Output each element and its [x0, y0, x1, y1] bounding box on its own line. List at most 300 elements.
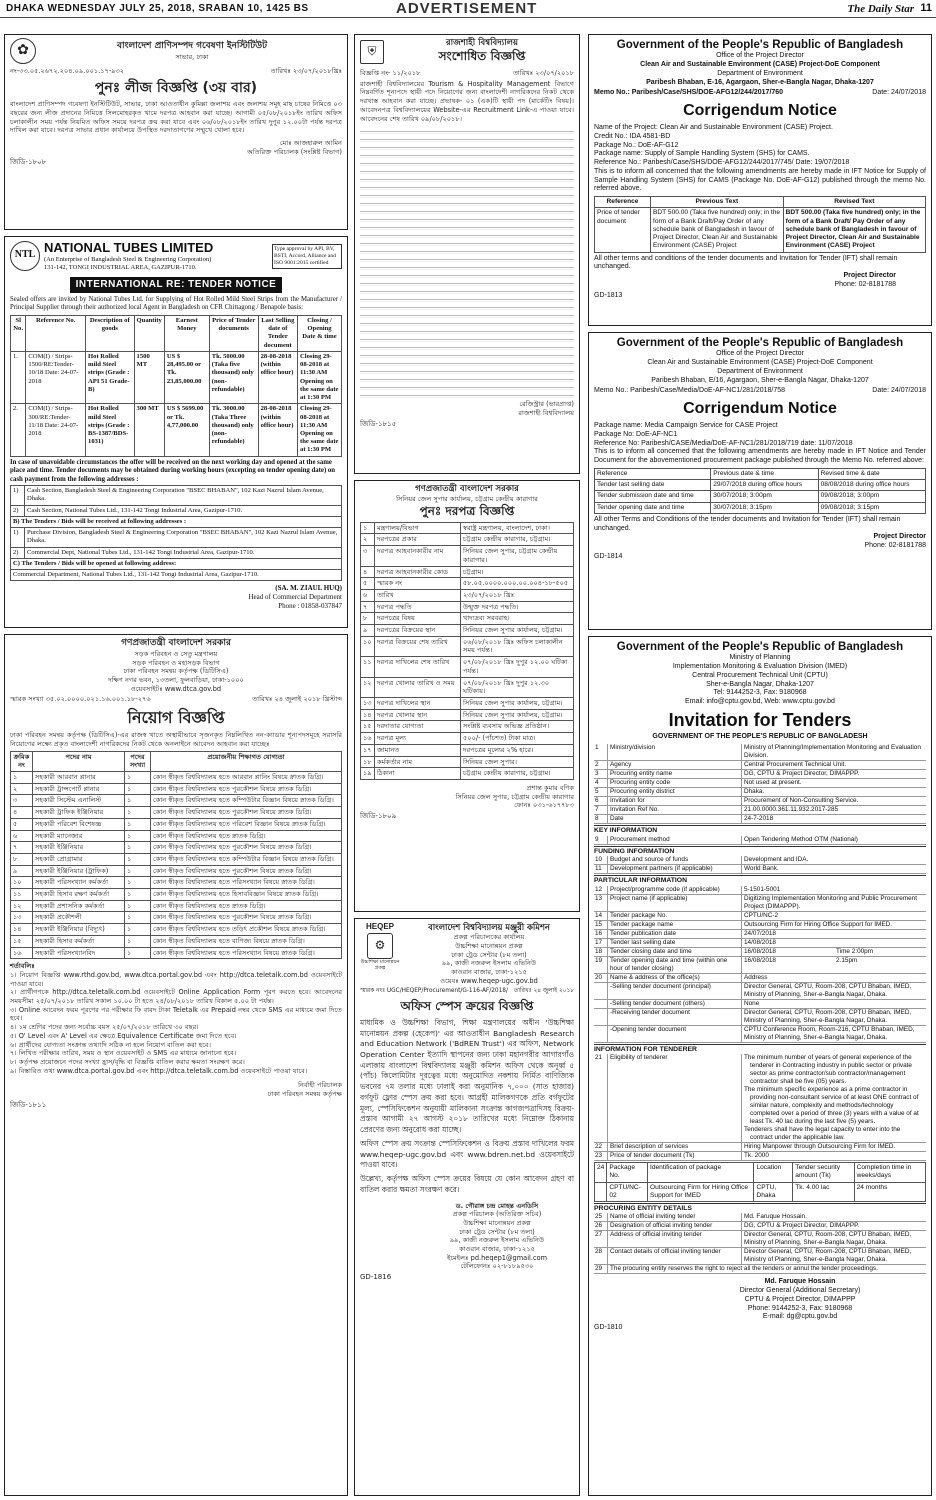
row-key: Procuring entity code: [608, 779, 742, 787]
row-value: None: [744, 999, 760, 1007]
cell: ১৩: [11, 912, 33, 924]
tender-row: [594, 886, 926, 895]
cptu-email-footer: E-mail: dg@cptu.gov.bd: [762, 1313, 838, 1321]
row-value: Director General, CPTU, Room-208, CPTU Bhaban, IMED, Ministry of Planning, Sher-e-Bangla Nagar, Dhaka.: [744, 1008, 912, 1024]
cell: কোন স্বীকৃত বিশ্ববিদ্যালয় হতে কম্পিউটার বিজ্ঞান বিষয়ে স্নাতক ডিগ্রি।: [151, 853, 342, 865]
row-value: 21.00.0000.361.11.932.2017-285: [744, 806, 839, 814]
col-header: Description of goods: [86, 315, 135, 351]
c2-phone: Phone: 02-8181788: [864, 542, 926, 550]
cell: BDT 500.00 (Taka five hundred) only; in the form of a Bank Draft/ Pay Order of any schedule bank of Bangladesh in favour of Project Director, Clean Air and Sustainable Environment (CASE) Project: [783, 208, 925, 252]
cptu-signer-title2: CPTU & Project Director, DIMAPPP: [744, 1295, 856, 1303]
cell: সহকারী পরিবেশ বিশেষজ্ঞ: [33, 818, 125, 830]
list-item: ৮। কর্তৃপক্ষ প্রয়োজনে পদের সংখ্যা হ্রাস/বৃদ্ধি বা বিজ্ঞপ্তি বাতিল করার ক্ষমতা সংরক্ষণ করে।: [10, 1058, 245, 1066]
cell: সহকারী প্রশাসনিক কর্মকর্তা: [33, 900, 125, 912]
ugc-signer-title: প্রকল্প পরিচালক (অতিরিক্ত সচিব): [452, 1210, 542, 1219]
c1-gov: Government of the People's Republic of Bangladesh: [616, 39, 904, 51]
cell: ১: [11, 772, 33, 784]
job-web: ওয়েবসাইটঃ www.dtca.gov.bd: [130, 684, 222, 693]
tender-row: [594, 921, 926, 930]
table-row: [11, 912, 342, 924]
office-row: [594, 983, 926, 1000]
ugc-gd-code: GD-1816: [360, 1273, 392, 1282]
row-key: Project/programme code (if applicable): [608, 886, 742, 894]
ru-org: রাজশাহী বিশ্ববিদ্যালয়: [445, 38, 518, 48]
row-number: 9: [594, 836, 608, 844]
cell: ১: [125, 877, 151, 889]
cell: [595, 1182, 607, 1201]
cptu-gov: Government of the People's Republic of Bangladesh: [616, 641, 904, 653]
row-number: 23: [594, 1152, 608, 1160]
cell: Price of tender document: [595, 208, 651, 252]
cell: ১: [125, 842, 151, 854]
table-row: [361, 733, 574, 745]
cell: দরপত্র দাখিলের শেষ তারিখ: [375, 657, 461, 677]
lease-signer: মোঃ আজহারুল আমিন: [279, 138, 342, 147]
col-header: Last Selling date of Tender document: [258, 315, 297, 351]
row-key: -Selling tender document (principal): [608, 983, 742, 999]
ntl-address: 131-142, TONGI INDUSTRIAL AREA, GAZIPUR-1710.: [44, 264, 197, 272]
row-number: 26: [594, 1222, 608, 1230]
tender-row: [594, 770, 926, 779]
tender-row: [594, 806, 926, 815]
cptu-email: Email: info@cptu.gov.bd, Web: www.cptu.gov.bd: [685, 698, 835, 706]
ad-lease-notice: [4, 34, 348, 230]
row-number: 25: [594, 1213, 608, 1221]
row-value: 14/08/2018: [744, 938, 776, 946]
row-value: [742, 1054, 926, 1142]
section-heading: KEY INFORMATION: [594, 825, 926, 835]
c1-memo: Memo No.: Paribesh/Case/SHS/DOE-AFG12/244/2017/760: [594, 89, 784, 97]
row-number: 4: [594, 779, 608, 787]
tender-row: [594, 744, 926, 761]
cell: সিনিয়র জেল সুপার কার্যালয়, চট্টগ্রাম।: [461, 709, 574, 721]
ntl-banner: INTERNATIONAL RE: TENDER NOTICE: [70, 277, 282, 294]
cell: C) The Tenders / Bids will be opened at following address:: [11, 558, 342, 569]
cell: 2): [11, 505, 25, 516]
col-header: Sl No.: [11, 315, 26, 351]
ugc-signer: ড. গৌরাঙ্গ চন্দ্র মোহন্ত এনডিসি: [455, 1201, 539, 1210]
cell: কোন স্বীকৃত বিশ্ববিদ্যালয় হতে পুরকৌশল বিষয়ে স্নাতক ডিগ্রি।: [151, 842, 342, 854]
ad-dtca-job: [4, 634, 348, 1496]
row-number: [594, 1026, 608, 1042]
c1-intro: This is to inform all concerned that the following amendments are hereby made in IFT Notice for Supply of Sample Handling System (SHS) for CAMS (Package No. DoE-AF-G12) published through the memo No. referred above.: [594, 167, 926, 193]
ru-ref: বিজ্ঞপ্তি নং- ১১/২০১৮: [360, 69, 421, 78]
table-row: [11, 783, 342, 795]
col-header: Previous date & time: [711, 468, 818, 479]
cell: ১: [361, 522, 375, 534]
tender-row: [594, 1231, 926, 1248]
ntl-intro: Sealed offers are invited by National Tubes Ltd. for Supplying of Hot Rolled Mild Steel Strips from the Manufacturer / Principal Supplier through their authorized local Agent in Bangladesh on CFR Chittagong / Benapole basis:: [10, 296, 342, 312]
table-header-row: [595, 197, 926, 208]
job-table: [10, 751, 342, 960]
row-key: Tender package No.: [608, 912, 742, 920]
table-row: [361, 657, 574, 677]
c2-line: Reference No: Paribesh/CASE/Media/DoE-AF-NC1/281/2018/719 date: 11/07/2018: [594, 439, 853, 447]
row-value: Digitizing Implementation Monitoring and Public Procurement Project (DIMAPPP).: [744, 894, 917, 910]
masthead-paper: The Daily Star: [847, 3, 914, 15]
cptu-address: Sher-e-Bangla Nagar, Dhaka-1207: [706, 680, 814, 688]
cell: ১৩: [361, 698, 375, 710]
lease-title: পুনঃ লীজ বিজ্ঞপ্তি (৩য় বার): [94, 79, 258, 96]
cell: কোন স্বীকৃত বিশ্ববিদ্যালয় হতে পুরকৌশল বিষয়ে স্নাতক ডিগ্রি।: [151, 912, 342, 924]
ugc-office: প্রকল্প পরিচালকের কার্যালয়: [453, 933, 525, 942]
cell: B) The Tenders / Bids will be received at following addresses :: [11, 516, 342, 527]
table-row: [11, 877, 342, 889]
col-header: Reference: [595, 468, 711, 479]
table-header-row: [11, 751, 342, 771]
table-header-row: [595, 468, 926, 479]
row-value: 2.15pm: [836, 956, 858, 964]
row-value: CPTU/NC-2: [744, 911, 779, 919]
tender-row: [594, 895, 926, 912]
section-heading: PROCURING ENTITY DETAILS: [594, 1203, 926, 1213]
table-row: [11, 772, 342, 784]
ugc-road: ৯৯, কাজী নজরুল ইসলাম এভিনিউ: [441, 959, 537, 968]
cell: মন্ত্রণালয়/বিভাগ: [375, 522, 461, 534]
row-number: 21: [594, 1054, 608, 1142]
tender-row: [594, 761, 926, 770]
cell: কোন স্বীকৃত বিশ্ববিদ্যালয় হতে আরবান প্লানিং বিষয়ে স্নাতক ডিগ্রি।: [151, 772, 342, 784]
ugc-web: ওয়েবঃ www.heqep-ugc.gov.bd: [440, 976, 538, 985]
c1-dept: Department of Environment: [717, 69, 803, 77]
cell: কোন স্বীকৃত বিশ্ববিদ্যালয় হতে পরিবেশ বিজ্ঞান বিষয়ে স্নাতক ডিগ্রি।: [151, 818, 342, 830]
dp-gd-code: জিডি-১৮০৯: [360, 812, 397, 821]
ugc-phone: টেলিফোনঃ ০২-৮১৮৯৫৩০: [460, 1262, 534, 1271]
cell: ১: [125, 772, 151, 784]
ntl-note: In case of unavoidable circumstances the offer will be received on the next working day and opened at the same place and time. Tender documents may be obtained during working hours (excepting on tender opening date) on cash payment from the following addresses :: [10, 458, 336, 483]
list-item: ৫। O' Level এবং A' Level এর ক্ষেত্রে Equivalence Certificate জমা দিতে হবে।: [10, 1031, 237, 1040]
col-header: পদের সংখ্যা: [125, 751, 151, 771]
table-row: [361, 613, 574, 625]
heqep-logo-text: HEQEP: [365, 922, 394, 931]
tender-row: [594, 865, 926, 874]
row-value: Address: [744, 973, 768, 981]
ntl-name: NATIONAL TUBES LIMITED: [44, 240, 214, 255]
cell: কোন স্বীকৃত বিশ্ববিদ্যালয় হতে পুরকৌশল বিষয়ে স্নাতক ডিগ্রি।: [151, 807, 342, 819]
cell: ৫৮.০৫.০০০০.০০০.০০.০০৪-১৮-৫০৫: [461, 578, 574, 590]
ugc-body3: উল্লেখ্য, কর্তৃপক্ষ অফিস স্পেস ক্রয়ের বিষয়ে যে কোন আবেদন গ্রহণ বা বাতিল করার ক্ষমতা সংরক্ষণ করে।: [360, 1174, 574, 1194]
c1-phone: Phone: 02-8181788: [834, 280, 896, 288]
table-row: [361, 744, 574, 756]
c2-table: [594, 468, 926, 514]
cell: Purchase Division, Bangladesh Steel & Engineering Corporation "BSEC BHABAN", 102 Kazi Nazrul Islam Avenue, Dhaka.: [25, 528, 342, 547]
row-number: 12: [594, 886, 608, 894]
row-number: 16: [594, 930, 608, 938]
table-row: [595, 208, 926, 252]
cell: 29/07/2018 during office hours: [711, 480, 818, 491]
row-value: Procurement of Non-Consulting Service.: [744, 797, 859, 805]
col-header: Revised Text: [783, 197, 925, 208]
ugc-project: উচ্চশিক্ষা মানোন্নয়ন প্রকল্প: [455, 941, 523, 950]
cell: দরপত্র বিক্রয়ের শেষ তারিখ: [375, 636, 461, 656]
cell: ১৯: [361, 768, 375, 780]
cell: দরপত্রের মূল্যের ২% হারে।: [461, 744, 574, 756]
row-number: 2: [594, 761, 608, 769]
c2-line: Package name: Media Campaign Service for CASE Project: [594, 422, 778, 430]
ntl-address-table: [10, 485, 342, 581]
cell: ১৭: [361, 744, 375, 756]
col-header: Price of Tender documents: [209, 315, 258, 351]
cell: ৫: [11, 818, 33, 830]
cell: ০৬/০৮/২০১৮ খ্রিঃ অফিস চলাকালীন সময় পর্যন্ত।: [461, 636, 574, 656]
table-row: [361, 546, 574, 566]
cell: সহকারী ইঞ্জিনিয়ার (বিদ্যুৎ): [33, 924, 125, 936]
ntl-signer: (SA. M. ZIAUL HUQ): [275, 584, 342, 593]
row-key: Price of tender document (Tk): [608, 1152, 742, 1160]
row-value: Not used at present.: [744, 779, 802, 787]
cell: দরপত্র পদ্ধতি: [375, 601, 461, 613]
table-row: [11, 924, 342, 936]
cell: 24: [595, 1163, 607, 1182]
office-row: [594, 1000, 926, 1009]
job-date: তারিখঃ ২৪ জুলাই ২০১৮ খ্রিস্টাব্দ: [252, 695, 342, 704]
list-item: ৩। Online আবেদন ফরম পূরণের পর পরীক্ষার ফি বাবদ টাকা Teletalk এর Prepaid নম্বর থেকে SMS এর মাধ্যমে জমা দিতে হবে।: [10, 1005, 342, 1023]
cell: 08/08/2018 during office hours: [818, 480, 925, 491]
cptu-gd-code: GD-1810: [594, 1324, 623, 1332]
table-row: [11, 853, 342, 865]
row-number: 15: [594, 921, 608, 929]
cell: সহকারী হিসাব কর্মকর্তা: [33, 935, 125, 947]
cell: ২: [11, 783, 33, 795]
cell: 1.: [11, 351, 26, 403]
row-key: Procuring entity district: [608, 788, 742, 796]
cell: ১: [125, 935, 151, 947]
c1-line: Package No.: DoE-AF-G12: [594, 141, 679, 149]
cell: দরপত্র খোলার তারিখ ও সময়: [375, 677, 461, 697]
row-value: Md. Faruque Hossain.: [744, 1213, 807, 1221]
cptu-title: Invitation for Tenders: [668, 709, 852, 730]
cell: ১: [125, 865, 151, 877]
table-row: [361, 534, 574, 546]
cptu-division: Implementation Monitoring & Evaluation Division (IMED): [672, 663, 848, 671]
cptu-signer-title: Director General (Additional Secretary): [739, 1287, 861, 1295]
university-seal-icon: ⛨: [360, 40, 384, 64]
cell: ২: [361, 534, 375, 546]
cell: ১: [125, 807, 151, 819]
heqep-logo-icon: ⚙: [367, 933, 393, 959]
cell: Tender submission date and time: [595, 491, 711, 502]
cptu-unit: Central Procurement Technical Unit (CPTU): [692, 671, 828, 679]
row-key: Name of official inviting tender: [608, 1213, 742, 1221]
c1-table: [594, 196, 926, 252]
cptu-tel: Tel: 9144252-3, Fax: 9180968: [713, 689, 807, 697]
row-number: 20: [594, 974, 608, 982]
tender-row: [594, 912, 926, 921]
cell: দরপত্রের বিক্রয়ের স্থান: [375, 625, 461, 637]
row-value: Dhaka.: [744, 788, 765, 796]
list-item: ৭। লিখিত পরীক্ষার তারিখ, সময় ও স্থান ওয়েবসাইট ও SMS এর মাধ্যমে জানানো হবে।: [10, 1049, 237, 1058]
ntl-phone: Phone : 01858-037847: [278, 601, 342, 610]
cell: ১: [125, 853, 151, 865]
cell: ৯: [361, 625, 375, 637]
cell: চট্টগ্রাম।: [461, 566, 574, 578]
cell: BDT 500.00 (Taka five hundred) only; in the form of a Bank Draft/Pay Order of any schedule bank of Bangladesh in favour of Project Director, Clean Air and Sustainable Environment (CASE) Project: [651, 208, 784, 252]
cell: Hot Rolled mild Steel strips (Grade : API 51 Grade-B): [86, 351, 135, 403]
cell: 24 months: [854, 1182, 925, 1201]
job-signer: নির্বাহী পরিচালক: [298, 1081, 342, 1090]
c1-line: Credit No.: IDA 4581-BD: [594, 132, 671, 140]
row-value: World Bank.: [744, 865, 779, 873]
list-item: ৯। বিস্তারিত তথ্য www.dtca.portal.gov.bd এবং http://dtca.teletalk.com.bd ওয়েবসাইটে পাওয়া যাবে।: [10, 1066, 308, 1075]
c2-office: Office of the Project Director: [716, 350, 804, 358]
cell: COM(I) / Strips-300/RE:Tender-11/18 Date: 24-07-2018: [26, 404, 86, 456]
c1-line: Name of the Project: Clean Air and Sustainable Environment (CASE) Project.: [594, 124, 833, 132]
row-key: Ministry/division: [608, 744, 742, 760]
ad-corrigendum-media: [588, 332, 932, 630]
col-header: পদের নাম: [33, 751, 125, 771]
row-key: Eligibility of tenderer: [608, 1054, 742, 1142]
ugc-date: তারিখঃ ২৪ জুলাই ২০১৮: [513, 988, 574, 995]
ad-jail-retender: [354, 480, 580, 912]
c1-date: Date: 24/07/2018: [872, 89, 926, 97]
table-row: [11, 795, 342, 807]
table-row: [11, 947, 342, 959]
cell: দরপত্র দাখিলের স্থান: [375, 698, 461, 710]
row-number: 14: [594, 912, 608, 920]
cell: ৪: [11, 807, 33, 819]
cell: কোন স্বীকৃত বিশ্ববিদ্যালয় হতে স্নাতক ডিগ্রি।: [151, 900, 342, 912]
cell: ০৭/০৮/২০১৮ খ্রিঃ দুপুর ১২.৩০ ঘটিকায়।: [461, 677, 574, 697]
row-number: 22: [594, 1143, 608, 1151]
row-key: Tender opening date and time (within one hour of tender closing): [608, 957, 742, 973]
ugc-s-building: ঢাকা ট্রেড সেন্টার (৮ম তলা): [459, 1227, 535, 1236]
cell: সিনিয়র জেল সুপার, চট্টগ্রাম কেন্দ্রীয় কারাগার।: [461, 546, 574, 566]
cell: COM(I) / Strips-1500/RE:Tender-10/18 Date: 24-07-2018: [26, 351, 86, 403]
tender-row: [594, 957, 926, 974]
cell: Hot Rolled mild Steel strips (Grade : BS-1387/BDS-1031): [86, 404, 135, 456]
ntl-cert: Type approval by API, BV, BSTI, Accord, Alliance and ISO 9001:2015 certified: [272, 244, 342, 269]
row-key: Project name (if applicable): [608, 895, 742, 911]
cell: Tender last selling date: [595, 480, 711, 491]
cell: কোন স্বীকৃত বিশ্ববিদ্যালয় হতে বাণিজ্য বিষয়ে স্নাতক ডিগ্রি।: [151, 935, 342, 947]
tender-row: [594, 1222, 926, 1231]
ugc-s-road: ৯৯, কাজী নজরুল ইসলাম এভিনিউ: [449, 1236, 545, 1245]
office-row: [594, 1026, 926, 1043]
cell: কোন স্বীকৃত বিশ্ববিদ্যালয় হতে পুরকৌশল বিষয়ে স্নাতক ডিগ্রি।: [151, 783, 342, 795]
tender-row: [594, 797, 926, 806]
ru-signer-org: রাজশাহী বিশ্ববিদ্যালয়: [518, 408, 574, 417]
table-row: [11, 807, 342, 819]
cell: সংশ্লিষ্ট ব্যবসায় অভিজ্ঞ প্রতিষ্ঠান।: [461, 721, 574, 733]
dp-office: সিনিয়র জেল সুপার কার্যালয়, চট্টগ্রাম কেন্দ্রীয় কারাগার: [396, 495, 538, 504]
col-header: Reference: [595, 197, 651, 208]
c1-signer: Project Director: [843, 272, 896, 280]
row-key: -Receiving tender document: [608, 1009, 742, 1025]
row-key: Contact details of official inviting tender: [608, 1248, 742, 1264]
c2-project: Clean Air and Sustainable Environment (CASE) Project-DoE Component: [647, 359, 873, 367]
cell: কোন স্বীকৃত বিশ্ববিদ্যালয় হতে স্নাতক ডিগ্রি।: [151, 830, 342, 842]
cell: সহকারী আরবান প্লানার: [33, 772, 125, 784]
cell: ২৩/০৭/২০১৮ খ্রিঃ: [461, 589, 574, 601]
table-row: [361, 698, 574, 710]
row-value: Hiring Manpower through Outsourcing Firm for IMED.: [744, 1143, 896, 1151]
cell: স্মারক নং: [375, 578, 461, 590]
row-number: 8: [594, 815, 608, 823]
cell: দরপত্র খোলার স্থান: [375, 709, 461, 721]
cell: Cash Section, Bangladesh Steel & Engineering Corporation "BSEC BHABAN", 102 Kazi Nazrul Islam Avenue, Dhaka.: [25, 486, 342, 505]
cptu-phone: Phone: 9144252-3, Fax: 9180968: [747, 1304, 853, 1312]
row-key: Procuring entity name: [608, 770, 742, 778]
row-number: 17: [594, 939, 608, 947]
row-key: Address of official inviting tender: [608, 1231, 742, 1247]
tender-row: [594, 939, 926, 948]
ugc-signer-project: উচ্চশিক্ষা মানোন্নয়ন প্রকল্প: [463, 1218, 531, 1227]
row-number: 1: [594, 744, 608, 760]
cell: কোন স্বীকৃত বিশ্ববিদ্যালয় হতে পরিসংখ্যান বিষয়ে স্নাতক ডিগ্রি।: [151, 947, 342, 959]
row-key: Name & address of the office(s): [608, 974, 742, 982]
cell: ১: [125, 924, 151, 936]
row-value: The procuring entity reserves the right to reject all the tenders or annul the tender proceedings.: [610, 1265, 878, 1273]
cptu-signer: Md. Faruque Hossain: [764, 1278, 836, 1286]
cell: সহকারী সিস্টেম এনালিস্ট: [33, 795, 125, 807]
ntl-logo-icon: NTL: [10, 241, 40, 271]
cell: সহকারী হিসাব রক্ষণ কর্মকর্তা: [33, 889, 125, 901]
row-key: Brief description of services: [608, 1143, 742, 1151]
cell: ৮: [11, 853, 33, 865]
tender-row: [594, 948, 926, 957]
c2-title: Corrigendum Notice: [683, 400, 837, 418]
institute-emblem-icon: ✿: [10, 38, 36, 64]
cell: কোন স্বীকৃত বিশ্ববিদ্যালয় হতে পরিসংখ্যান বিষয়ে স্নাতক ডিগ্রি।: [151, 877, 342, 889]
job-office: ঢাকা পরিবহন সমন্বয় কর্তৃপক্ষ (ডিটিসিএ): [123, 667, 229, 676]
row-value: Director General, CPTU, Room-208, CPTU Bhaban, IMED, Ministry of Planning, Sher-e-Bangla Nagar, Dhaka.: [744, 1248, 912, 1264]
ru-gd-code: জিডি-১৮১৫: [360, 419, 397, 428]
ntl-table: [10, 315, 342, 457]
ru-body: রাজশাহী বিশ্ববিদ্যালয়ের Tourism & Hospitality Management বিভাগে নিম্নবর্ণিত শূন্যপদে স্থায়ী পদে নিয়োগের জন্য বাংলাদেশী নাগরিকদের নিকট থেকে দরখাস্ত আহবান করা যাচ্ছে। প্রভাষক- ০১ (এক)টি স্থায়ী পদ (মার্কেটিং বিষয়)। আবেদনপত্র বিশ্ববিদ্যালয়ের Website-এর Recruitment Link-এ পাওয়া যাবে। আবেদনের শেষ তারিখ ০৯/০৮/২০১৮।: [360, 79, 574, 123]
row-key: Tender last selling date: [608, 939, 742, 947]
row-value: Ministry of Planning/Implementation Monitoring and Evaluation Division.: [744, 744, 921, 760]
heqep-logo-sub: উচ্চশিক্ষা মানোন্নয়ন প্রকল্প: [360, 958, 400, 972]
cell: কর্মকর্তার নাম: [375, 756, 461, 768]
cell: সহকারী প্রোগ্রামার: [33, 853, 125, 865]
row-value: 16/08/2018: [744, 947, 776, 955]
tender-row: [594, 1248, 926, 1265]
table-header-row: [595, 1163, 926, 1182]
cell: দরপত্র মূল্য: [375, 733, 461, 745]
row-number: 13: [594, 895, 608, 911]
cell: ১৪: [11, 924, 33, 936]
col-header: Location: [754, 1163, 793, 1182]
c1-office: Office of the Project Director: [716, 52, 804, 60]
table-row: [11, 830, 342, 842]
cell: 1): [11, 486, 25, 505]
row-key: -Selling tender document (others): [608, 1000, 742, 1008]
cell: Closing 29-08-2018 at 11:30 AM Opening on the same date at 1:30 PM: [298, 404, 342, 456]
cell: Closing 29-08-2018 at 11:30 AM Opening on the same date at 1:30 PM: [298, 351, 342, 403]
col-header: Earnest Money: [164, 315, 209, 351]
dp-phone: ফোনঃ ০৩১-৬১৭৭৮৩: [514, 801, 574, 810]
section-heading: INFORMATION FOR TENDERER: [594, 1044, 926, 1054]
cell: ৩: [11, 795, 33, 807]
cell: Commercial Dept, National Tubes Ltd., 131-142 Tongi Industrial Area, Gazipur-1710.: [25, 547, 342, 558]
cell: সহকারী প্রকৌশলী: [33, 912, 125, 924]
lease-body: বাংলাদেশ প্রাণিসম্পদ গবেষণা ইনস্টিটিউট, সাভার, ঢাকা আওতাধীন কুমিল্লা জলাশয় এবং জলাশয় সমূহ মাছ চাষের নিমিত্তে ০৩ বছরের জন্য লীজ প্রদানের নিমিত্তে সিলমোহরকৃত খামে দরপত্র আহবান করা যাচ্ছে। আগামী ০৫/০৮/২০১৮ইং তারিখ অফিস চলাকালীন সময় পর্যন্ত নিয়মিত অফিস সময়ে দরপত্র ক্রয় করা যাবে এবং ০৬/০৮/২০১৮ইং তারিখ দুপুর ১২.০০টা পর্যন্ত দরপত্র দাখিল করা যাবে। দরপত্র সাভার প্রধান কার্যালয়ে উপস্থিত দরদাতাগণের সম্মুখে খোলা হবে।: [10, 100, 342, 135]
cell: সহকারী ম্যানেজার: [33, 830, 125, 842]
row-number: 11: [594, 865, 608, 873]
c1-address: Paribesh Bhaban, E-16, Agargaon, Sher-e-Bangla Nagar, Dhaka-1207: [646, 78, 874, 86]
cell: সহকারী ট্রাফিক ইঞ্জিনিয়ার: [33, 807, 125, 819]
dp-gov: গণপ্রজাতন্ত্রী বাংলাদেশ সরকার: [415, 484, 519, 494]
tender-row: [594, 1143, 926, 1152]
cell: US $ 5699.00 or Tk. 4,77,000.00: [164, 404, 209, 456]
table-row: [361, 522, 574, 534]
row-number: 3: [594, 770, 608, 778]
col-header: Closing / Opening Date & time: [298, 315, 342, 351]
row-number: 29: [594, 1265, 608, 1273]
ugc-body: মাধ্যমিক ও উচ্চশিক্ষা বিভাগ, শিক্ষা মন্ত্রণালয়ের অধীন 'উচ্চশিক্ষা মানোন্নয়ন প্রকল্প (হেকেপ)' এর আওতাধীন Bangladesh Research and Education Network ('BdREN Trust') এর অফিস, Network Operation Center ইত্যাদি স্থাপনের জন্য ঢাকা মহানগরীর আগারগাঁও এলাকায় বাংলাদেশ বিশ্ববিদ্যালয় মঞ্জুরী কমিশন অফিস থেকে অনূর্ধ্ব ৫ (পাঁচ) কিলোমিটার দূরত্বের মধ্যে অনুমোদিত নকশায় নির্মিত বাণিজ্যিক ভবনের ৭ম তলার মধ্যে ঢালাই করা অনুমানিক ৭,০০০ (সাত হাজার) বর্গফুট ফ্লোর স্পেস ক্রয় করা হবে। আগ্রহী মালিকগণকে প্রতি বর্গফুটের মূল্য, স্পেসিফিকেশন অনুযায়ী মালিকানা সংক্রান্ত কাগজপত্রাদিসহ বিক্রয়-প্রস্তাব আগামী ২৭ আগস্ট ২০১৮ তারিখের মধ্যে নিম্নোক্ত ঠিকানায় প্রেরণের জন্য অনুরোধ করা যাচ্ছে।: [360, 1017, 574, 1135]
cell: CPTU, Dhaka: [754, 1182, 793, 1201]
cell: Outsourcing Firm for Hiring Office Support for IMED: [648, 1182, 754, 1201]
